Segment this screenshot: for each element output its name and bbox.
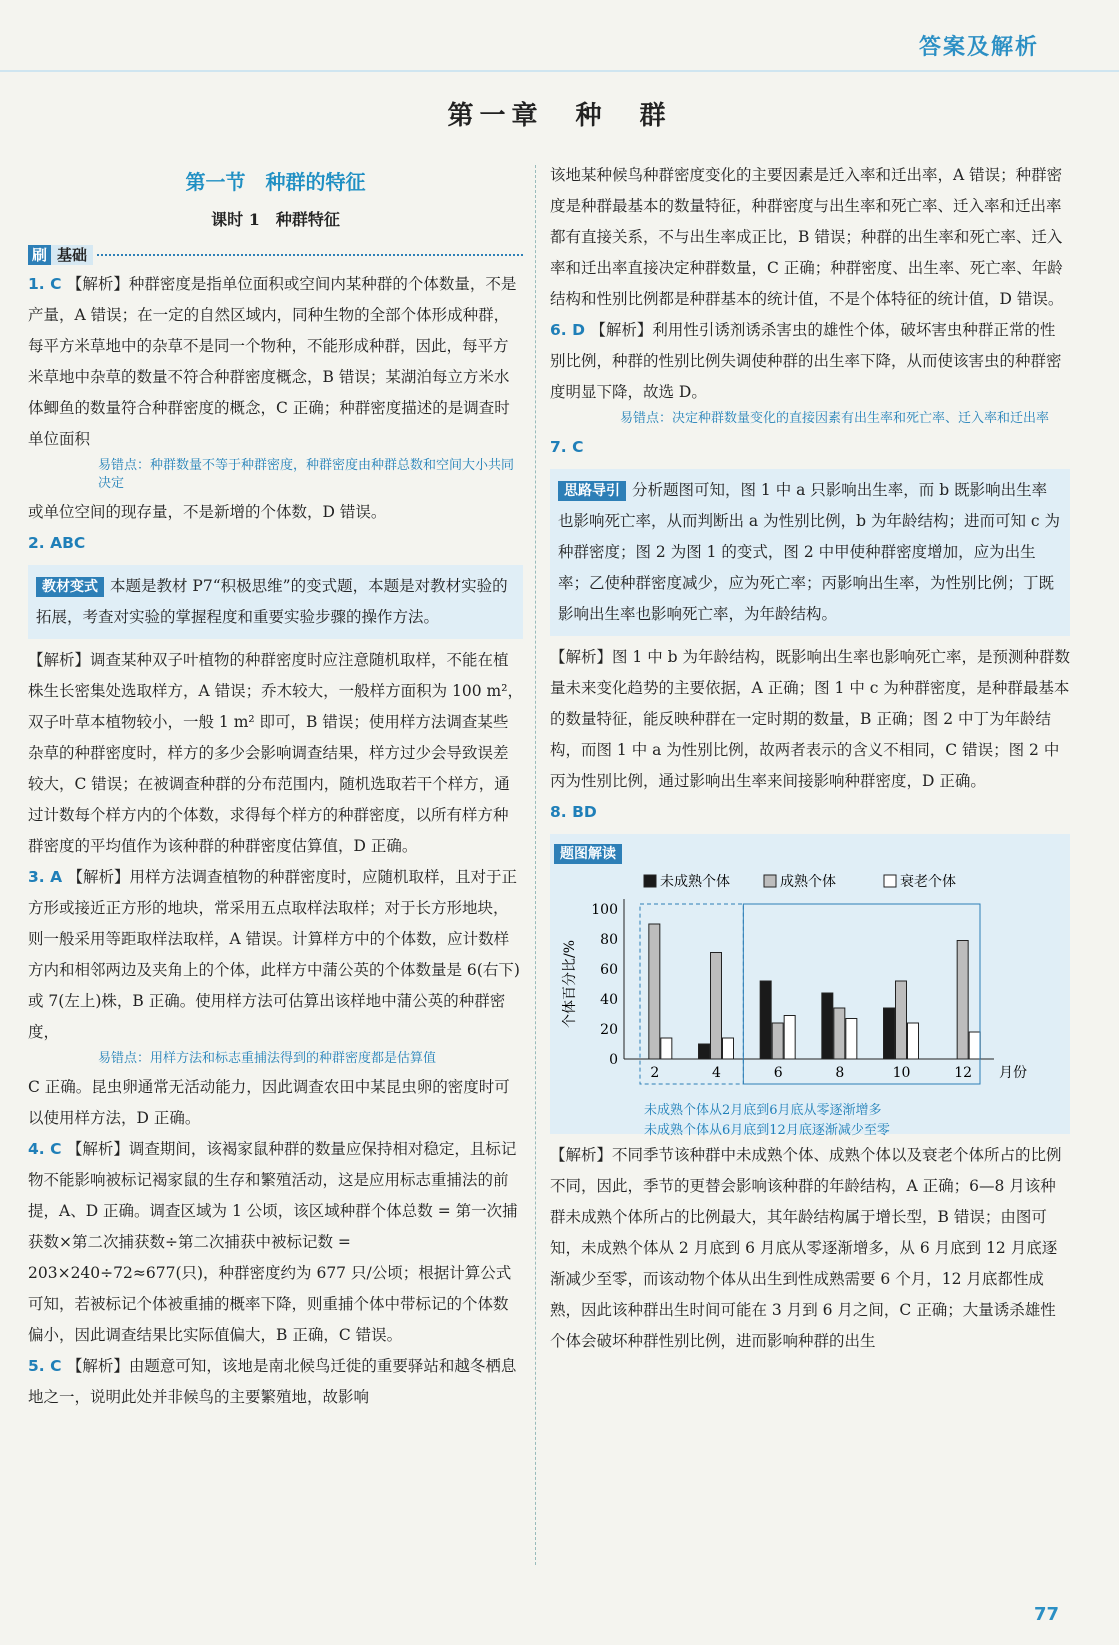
error-note: 易错点：用样方法和标志重捕法得到的种群密度都是估算值: [98, 1051, 437, 1066]
bar-2: [969, 1032, 980, 1059]
bar-0: [760, 981, 771, 1059]
y-tick-label: 0: [609, 1052, 618, 1068]
x-tick-label: 8: [835, 1065, 845, 1081]
bar-1: [649, 924, 660, 1059]
y-tick-label: 40: [600, 992, 618, 1008]
legend-label-2: 衰老个体: [900, 874, 956, 890]
bar-2: [723, 1038, 734, 1059]
header-divider: [0, 70, 1119, 72]
answer-paragraph: [550, 160, 1070, 315]
x-tick-label: 10: [892, 1065, 911, 1081]
bar-1: [711, 953, 722, 1060]
legend-swatch-2: [884, 875, 896, 887]
x-tick-label: 6: [773, 1065, 783, 1081]
answer-paragraph: [550, 797, 1070, 828]
answer-number: 8. BD: [550, 803, 597, 821]
answer-text: 【解析】调查期间，该褐家鼠种群的数量应保持相对稳定，且标记物不能影响被标记褐家鼠的生存和繁殖活动，这是应用标志重捕法的前提，A、D 正确。调查区域为 1 公顷，该区域种群个体总数 = 第一次捕获数×第二次捕获数÷第二次捕获中被标记数 = 203×240÷72≈677(只)，种群密度约为 677 只/公顷；根据计算公式可知，若被标记个体被重捕的概率下降，则重捕个体中带标记的个体数偏小，因此调查结果比实际值偏大，B 正确，C 错误。: [28, 1140, 518, 1344]
y-tick-label: 100: [591, 902, 618, 918]
hint-box-tag: 教材变式: [36, 577, 104, 597]
bar-0: [699, 1044, 710, 1059]
bar-1: [896, 981, 907, 1059]
answer-paragraph: [28, 497, 523, 528]
header-title: 答案及解析: [918, 35, 1039, 60]
left-answers: [28, 269, 523, 1413]
legend-label-0: 未成熟个体: [660, 874, 730, 890]
answer-paragraph: [28, 1072, 523, 1134]
age-structure-chart: [554, 869, 1054, 1139]
bar-0: [822, 993, 833, 1059]
answer-number: 3. A: [28, 868, 68, 886]
answer-text: 【解析】图 1 中 b 为年龄结构，既影响出生率也影响死亡率，是预测种群数量未来变化趋势的主要依据，A 正确；图 1 中 c 为种群密度，是种群最基本的数量特征，能反映种群在一定时期的数量，B 正确；图 2 中丁为年龄结构，而图 1 中 a 为性别比例，故两者表示的含义不相同，C 错误；图 2 中丙为性别比例，通过影响出生率来间接影响种群密度，D 正确。: [550, 648, 1070, 790]
bar-2: [908, 1023, 919, 1059]
x-tick-label: 2: [650, 1065, 660, 1081]
y-tick-label: 20: [600, 1022, 618, 1038]
answer-paragraph: [28, 1134, 523, 1351]
error-note: 易错点：决定种群数量变化的直接因素有出生率和死亡率、迁入率和迁出率: [620, 411, 1050, 426]
right-answers: [550, 160, 1070, 1357]
legend-swatch-1: [764, 875, 776, 887]
bar-2: [846, 1019, 857, 1060]
answer-text: 【解析】利用性引诱剂诱杀害虫的雄性个体，破坏害虫种群正常的性别比例，种群的性别比例失调使种群的出生率下降，从而使该害虫的种群密度明显下降，故选 D。: [550, 321, 1062, 401]
y-tick-label: 80: [600, 932, 618, 948]
answer-paragraph: [28, 1351, 523, 1413]
answer-paragraph: [550, 642, 1070, 797]
chart-box-tag: 题图解读: [554, 844, 622, 864]
answer-number: 2. ABC: [28, 534, 86, 552]
answer-paragraph: [550, 432, 1070, 463]
legend-label-1: 成熟个体: [780, 874, 836, 890]
legend-swatch-0: [644, 875, 656, 887]
annotation-right: 未成熟个体从6月底到12月底逐渐减少至零: [644, 1123, 890, 1138]
heading-dots: [97, 254, 523, 256]
error-note: 易错点：种群数量不等于种群密度，种群密度由种群总数和空间大小共同决定: [98, 458, 515, 491]
bar-2: [661, 1038, 672, 1059]
answer-text: 【解析】用样方法调查植物的种群密度时，应随机取样，且对于正方形或接近正方形的地块，常采用五点取样法取样；对于长方形地块，则一般采用等距取样法取样，A 错误。计算样方中的个体数，应计数样方内和相邻两边及夹角上的个体，此样方中蒲公英的个体数量是 6(右下)或 7(左上)株，B 正确。使用样方法可估算出该样地中蒲公英的种群密度，: [28, 868, 520, 1041]
answer-text: C 正确。昆虫卵通常无活动能力，因此调查农田中某昆虫卵的密度时可以使用样方法，D 正确。: [28, 1078, 510, 1127]
hint-box: [550, 469, 1070, 636]
chart-box: [550, 834, 1070, 1138]
hint-box-text: 分析题图可知，图 1 中 a 只影响出生率，而 b 既影响出生率也影响死亡率，从而判断出 a 为性别比例，b 为年龄结构；进而可知 c 为种群密度；图 2 为图 1 的变式，图 2 中甲使种群密度增加，应为出生率；乙使种群密度减少，应为死亡率；丙影响出生率，为性别比例；丁既影响出生率也影响死亡率，为年龄结构。: [558, 481, 1060, 623]
x-tick-label: 4: [712, 1065, 721, 1081]
answer-text: 【解析】不同季节该种群中未成熟个体、成熟个体以及衰老个体所占的比例不同，因此，季节的更替会影响该种群的年龄结构，A 正确；6—8 月该种群未成熟个体所占的比例最大，其年龄结构属于增长型，B 错误；由图可知，未成熟个体从 2 月底到 6 月底从零逐渐增多，从 6 月底到 12 月底逐渐减少至零，而该动物个体从出生到性成熟需要 6 个月，12 月底都性成熟，因此该种群出生时间可能在 3 月到 6 月之间，C 正确；大量诱杀雄性个体会破坏种群性别比例，进而影响种群的出生: [550, 1146, 1062, 1350]
answer-number: 4. C: [28, 1140, 67, 1158]
answer-paragraph: [28, 862, 523, 1048]
bar-1: [772, 1023, 783, 1059]
page-number: 77: [1033, 1604, 1059, 1625]
chapter-title: 第一章 种 群: [447, 101, 672, 131]
answer-paragraph: [28, 528, 523, 559]
hint-box-text: 本题是教材 P7“积极思维”的变式题，本题是对教材实验的拓展，考查对实验的掌握程度和重要实验步骤的操作方法。: [36, 577, 508, 626]
lesson-title: 课时 1 种群特征: [211, 210, 340, 229]
column-divider: [535, 165, 536, 1565]
answer-text: 【解析】调查某种双子叶植物的种群密度时应注意随机取样，不能在植株生长密集处选取样方，A 错误；乔木较大，一般样方面积为 100 m²，双子叶草本植物较小，一般 1 m² 即可，B 错误；使用样方法调查某些杂草的种群密度时，样方的多少会影响调查结果，样方过少会导致误差较大，C 错误；在被调查种群的分布范围内，随机选取若干个样方，通过计数每个样方内的个体数，求得每个样方的种群密度，以所有样方种群密度的平均值作为该种群的种群密度估算值，D 正确。: [28, 651, 523, 855]
x-tick-label: 12: [954, 1065, 973, 1081]
answer-paragraph: [550, 315, 1070, 408]
bar-2: [784, 1016, 795, 1060]
basics-label: 基础: [51, 245, 93, 265]
bar-1: [957, 941, 968, 1060]
bar-1: [834, 1008, 845, 1059]
answer-paragraph: [28, 645, 523, 862]
answer-number: 5. C: [28, 1357, 67, 1375]
answer-number: 7. C: [550, 438, 584, 456]
answer-text: 【解析】由题意可知，该地是南北候鸟迁徙的重要驿站和越冬栖息地之一，说明此处并非候鸟的主要繁殖地，故影响: [28, 1357, 517, 1406]
answer-text: 该地某种候鸟种群密度变化的主要因素是迁入率和迁出率，A 错误；种群密度是种群最基本的数量特征，种群密度与出生率和死亡率、迁入率和迁出率都有直接关系，不与出生率成正比，B 错误；种群的出生率和死亡率、迁入率和迁出率直接决定种群数量，C 正确；种群密度、出生率、死亡率、年龄结构和性别比例都是种群基本的统计值，不是个体特征的统计值，D 错误。: [550, 166, 1064, 308]
hint-box-tag: 思路导引: [558, 481, 626, 501]
answer-paragraph: [28, 269, 523, 455]
y-tick-label: 60: [600, 962, 618, 978]
hint-box: [28, 565, 523, 639]
basics-heading: [28, 245, 523, 265]
basics-tag: 刷: [28, 245, 51, 265]
x-axis-label: 月份: [999, 1065, 1027, 1081]
left-column: [28, 165, 523, 1413]
answer-paragraph: [550, 1140, 1070, 1357]
bar-0: [884, 1008, 895, 1059]
y-axis-label: 个体百分比/%: [562, 939, 578, 1029]
right-column: [550, 160, 1070, 1357]
answer-text: 或单位空间的现存量，不是新增的个体数，D 错误。: [28, 503, 387, 521]
annotation-left: 未成熟个体从2月底到6月底从零逐渐增多: [644, 1103, 882, 1118]
answer-text: 【解析】种群密度是指单位面积或空间内某种群的个体数量，不是产量，A 错误；在一定的自然区域内，同种生物的全部个体形成种群，每平方米草地中的杂草不是同一个物种，不能形成种群，因此，每平方米草地中杂草的数量不符合种群密度概念，B 错误；某湖泊每立方米水体鲫鱼的数量符合种群密度的概念，C 正确；种群密度描述的是调查时单位面积: [28, 275, 517, 448]
answer-number: 6. D: [550, 321, 591, 339]
answer-number: 1. C: [28, 275, 67, 293]
section-title: 第一节 种群的特征: [185, 170, 366, 194]
